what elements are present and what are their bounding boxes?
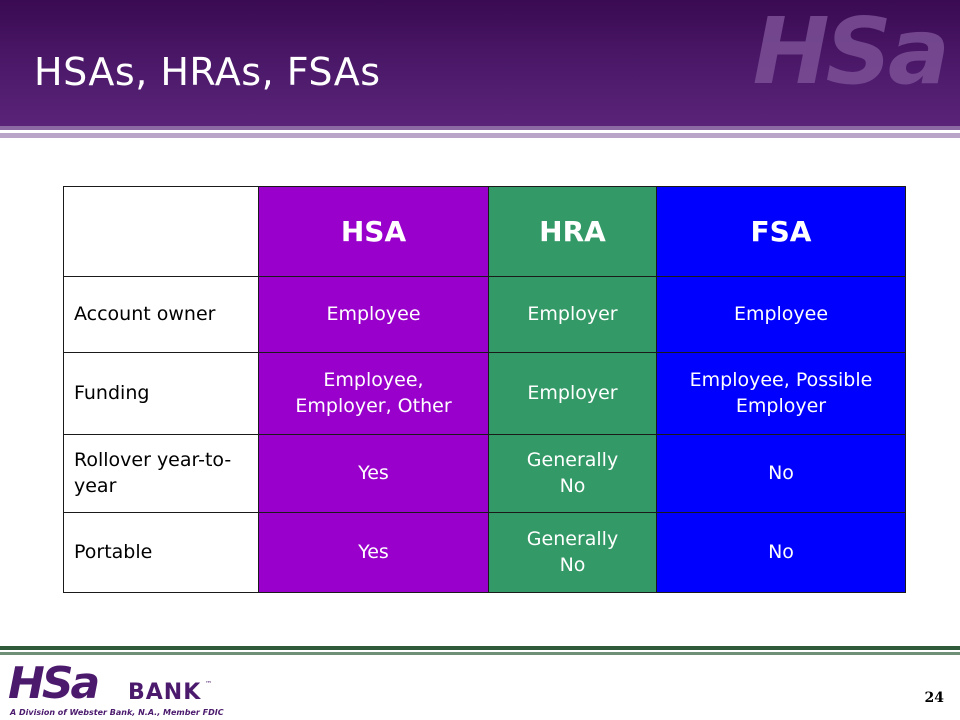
comparison-table	[63, 186, 906, 593]
column-header-hra: HRA	[489, 187, 657, 277]
header-empty-cell	[64, 187, 259, 277]
hsa-bank-logo	[8, 658, 238, 718]
column-header-fsa: FSA	[657, 187, 906, 277]
table-row	[64, 513, 906, 593]
row-label-funding: Funding	[64, 353, 259, 435]
row-label-portable: Portable	[64, 513, 259, 593]
cell-hsa: Employee, Employer, Other	[259, 353, 489, 435]
table-header-row	[64, 187, 906, 277]
row-label-account-owner: Account owner	[64, 277, 259, 353]
logo-bank-text: BANK	[128, 680, 202, 705]
cell-fsa: No	[657, 435, 906, 513]
hsa-watermark-logo: HSa	[752, 0, 946, 105]
table-row	[64, 435, 906, 513]
table-row	[64, 277, 906, 353]
table-row	[64, 353, 906, 435]
cell-hsa: Yes	[259, 435, 489, 513]
cell-fsa: No	[657, 513, 906, 593]
header-divider	[0, 126, 960, 138]
cell-hsa: Employee	[259, 277, 489, 353]
logo-trademark: ™	[205, 680, 212, 688]
column-header-hsa: HSA	[259, 187, 489, 277]
cell-fsa: Employee	[657, 277, 906, 353]
cell-hsa: Yes	[259, 513, 489, 593]
cell-fsa: Employee, Possible Employer	[657, 353, 906, 435]
logo-tagline: A Division of Webster Bank, N.A., Member FDIC	[10, 708, 224, 717]
cell-hra: Generally No	[489, 435, 657, 513]
row-label-rollover: Rollover year-to-year	[64, 435, 259, 513]
footer-divider	[0, 646, 960, 655]
slide-title: HSAs, HRAs, FSAs	[34, 50, 381, 94]
page-number: 24	[924, 690, 944, 706]
cell-hra: Employer	[489, 277, 657, 353]
logo-mark: HSa	[8, 658, 98, 709]
cell-hra: Employer	[489, 353, 657, 435]
slide-header	[0, 0, 960, 126]
cell-hra: Generally No	[489, 513, 657, 593]
